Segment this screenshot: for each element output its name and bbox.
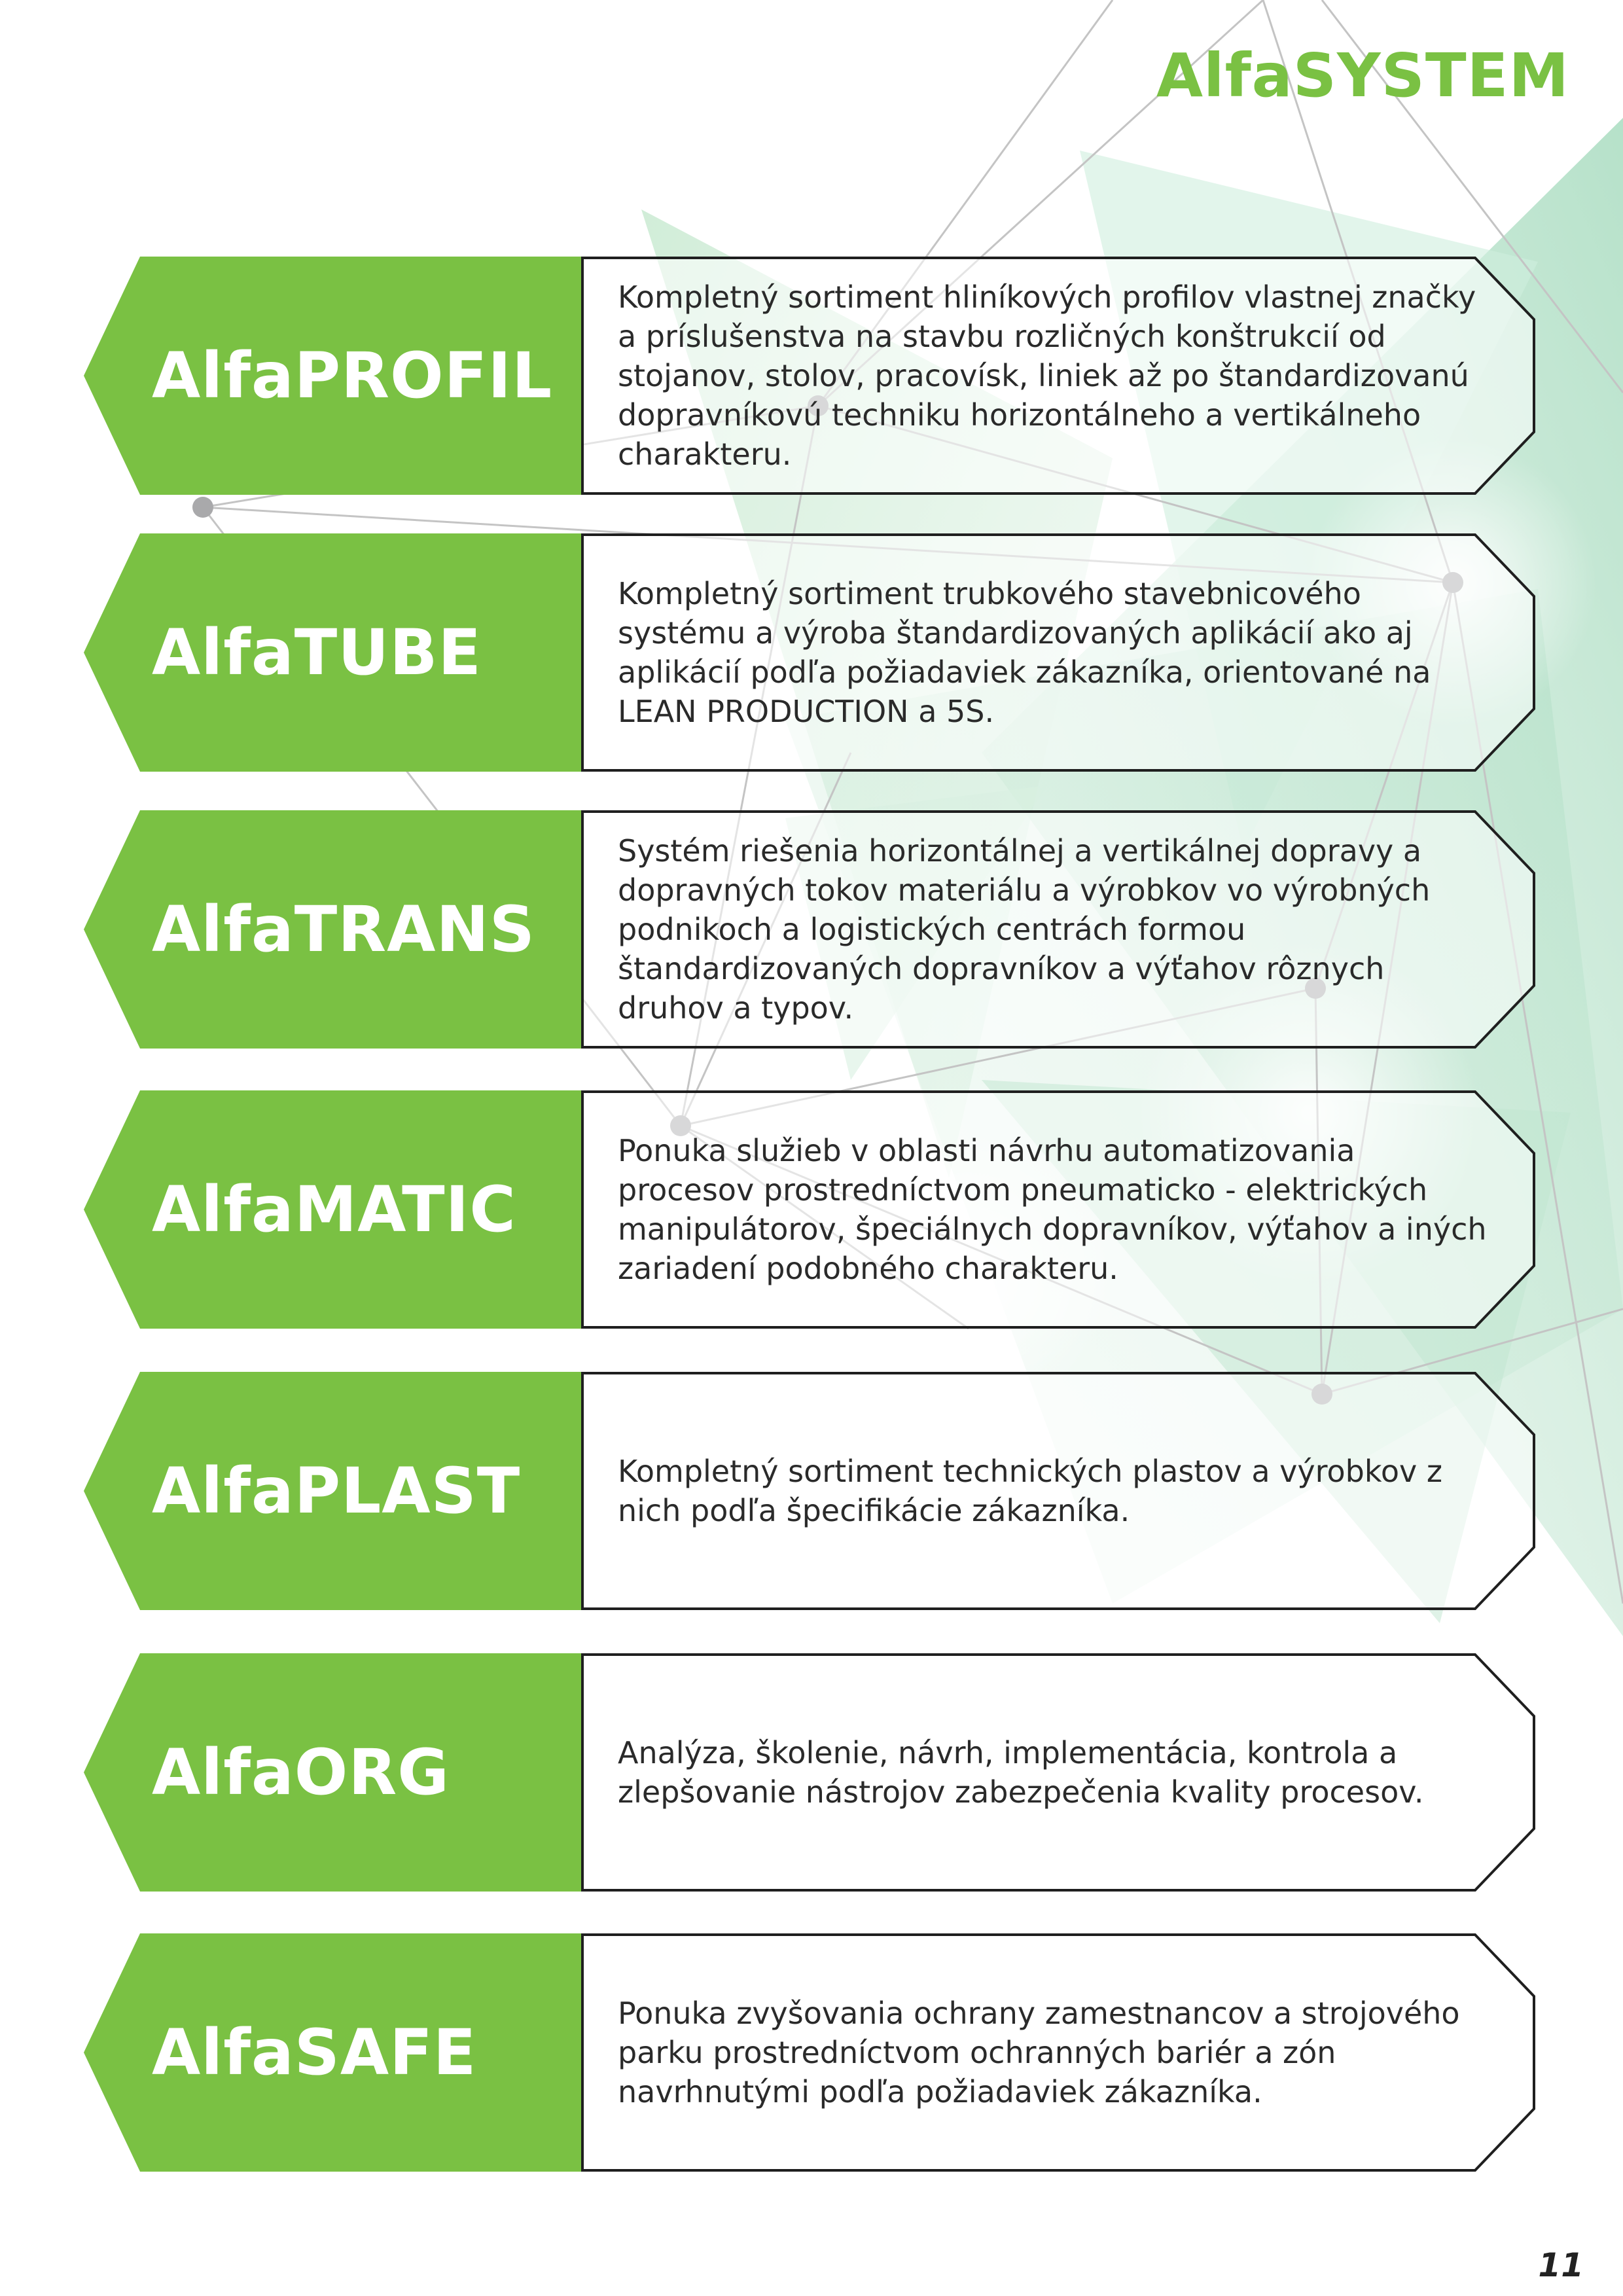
product-row-alfaprofil bbox=[84, 257, 1537, 495]
product-name: AlfaSAFE bbox=[152, 2016, 477, 2089]
product-name: AlfaORG bbox=[152, 1736, 450, 1809]
product-row-alfasafe bbox=[84, 1933, 1537, 2172]
product-name: AlfaTRANS bbox=[152, 893, 535, 966]
product-description: Kompletný sortiment technických plastov a výrobkov z nich podľa špecifikácie zákazníka. bbox=[618, 1454, 1442, 1528]
product-name: AlfaPLAST bbox=[152, 1454, 521, 1528]
product-row-alfaplast bbox=[84, 1372, 1537, 1610]
product-row-alfamatic bbox=[84, 1090, 1537, 1329]
product-row-alfaorg bbox=[84, 1653, 1537, 1892]
product-name: AlfaMATIC bbox=[152, 1173, 516, 1246]
product-description: Ponuka zvyšovania ochrany zamestnancov a strojového parku prostredníctvom ochranných bariér a zón navrhnutými podľa požiadaviek zákazníka. bbox=[618, 1996, 1460, 2109]
page-title: AlfaSYSTEM bbox=[1156, 41, 1569, 111]
product-description: Kompletný sortiment trubkového stavebnicového systému a výroba štandardizovaných aplikácií ako aj aplikácií podľa požiadaviek zákazníka, orientované na LEAN PRODUCTION a 5S. bbox=[618, 576, 1431, 729]
product-description: Analýza, školenie, návrh, implementácia, kontrola a zlepšovanie nástrojov zabezpečenia kvality procesov. bbox=[618, 1735, 1424, 1810]
product-description: Systém riešenia horizontálnej a vertikálnej dopravy a dopravných tokov materiálu a výrobkov vo výrobných podnikoch a logistických centrách formou štandardizovaných dopravníkov a výťahov rôznych druhov a typov. bbox=[618, 833, 1431, 1026]
product-name: AlfaPROFIL bbox=[152, 339, 553, 412]
product-description: Ponuka služieb v oblasti návrhu automatizovania procesov prostredníctvom pneumaticko - elektrických manipulátorov, špeciálnych dopravníkov, výťahov a iných zariadení podobného charakteru. bbox=[618, 1133, 1487, 1286]
product-row-alfatube bbox=[84, 533, 1537, 772]
product-description: Kompletný sortiment hliníkových profilov vlastnej značky a príslušenstva na stavbu rozličných konštrukcií od stojanov, stolov, pracovísk, liniek až po štandardizovanú dopravníkovú techniku horizontálneho a vertikálneho charakteru. bbox=[618, 279, 1476, 472]
page-number: 11 bbox=[1538, 2246, 1584, 2284]
product-name: AlfaTUBE bbox=[152, 616, 482, 689]
product-row-alfatrans bbox=[84, 810, 1537, 1049]
